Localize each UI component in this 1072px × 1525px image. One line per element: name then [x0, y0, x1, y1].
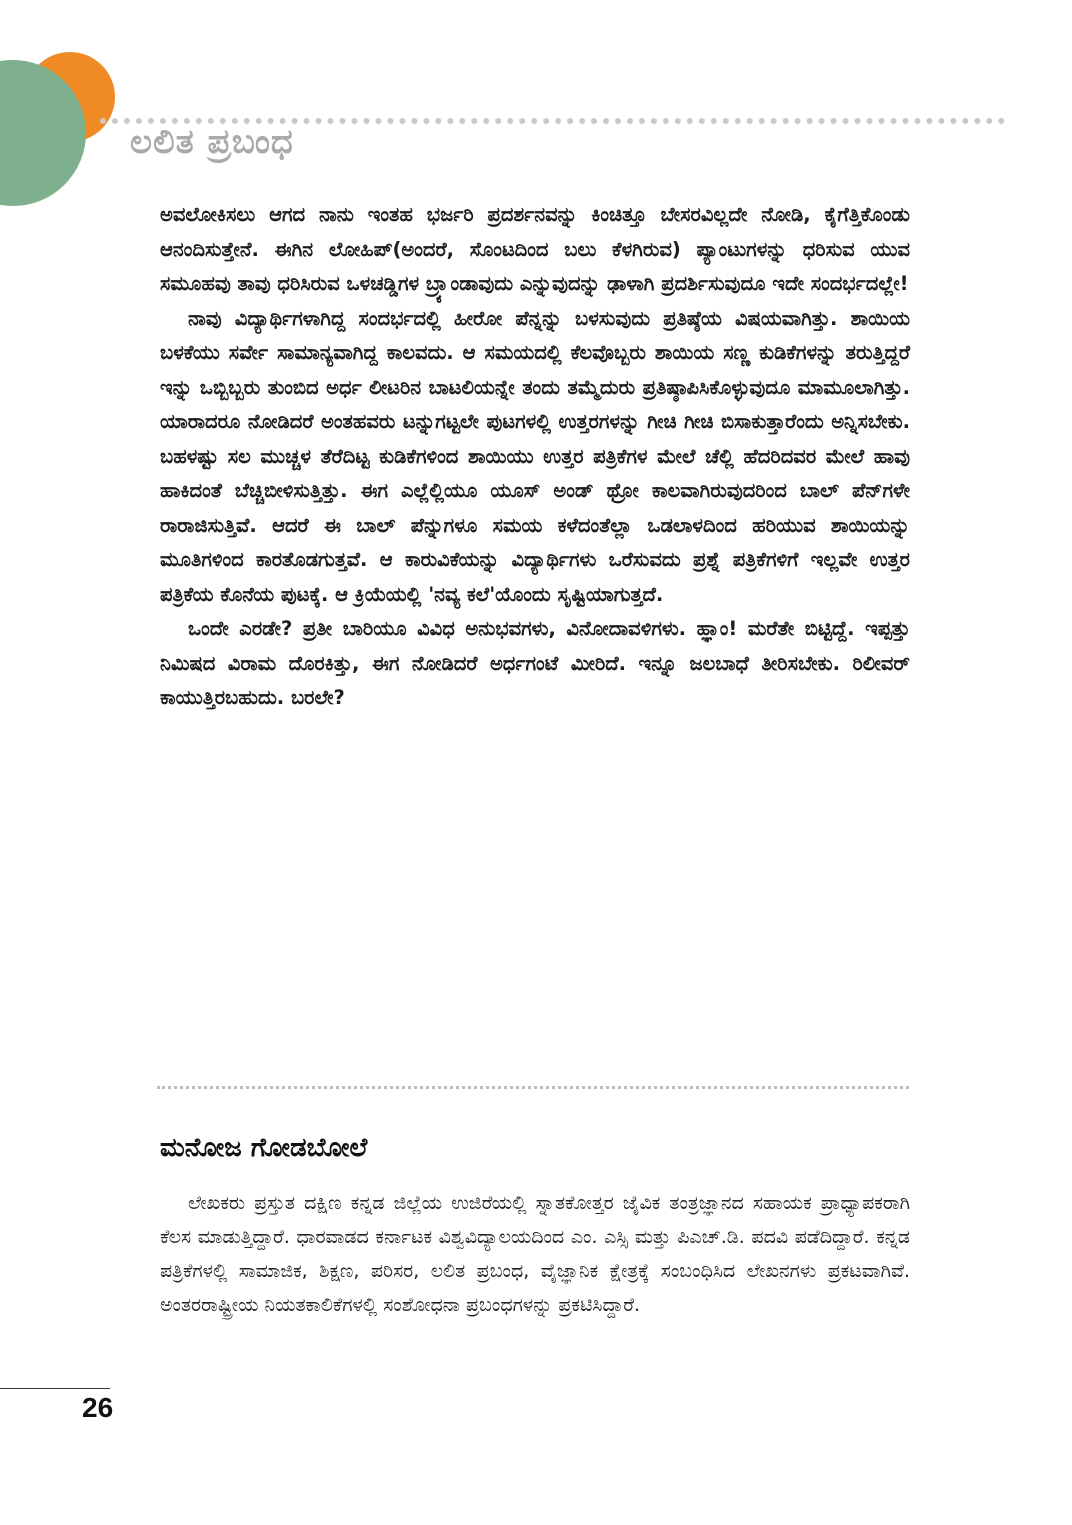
author-name: ಮನೋಜ ಗೋಡಬೋಲೆ	[160, 1133, 368, 1163]
section-title: ಲಲಿತ ಪ್ರಬಂಧ	[130, 122, 294, 162]
author-bio: ಲೇಖಕರು ಪ್ರಸ್ತುತ ದಕ್ಷಿಣ ಕನ್ನಡ ಜಿಲ್ಲೆಯ ಉಜಿರೆಯಲ್ಲಿ ಸ್ನಾತಕೋತ್ತರ ಜೈವಿಕ ತಂತ್ರಜ್ಞಾನದ ಸಹಾಯಕ ಪ್ರಾಧ್ಯಾಪಕರಾಗಿ ಕೆಲಸ ಮಾಡುತ್ತಿದ್ದಾರೆ. ಧಾರವಾಡದ ಕರ್ನಾಟಕ ವಿಶ್ವವಿದ್ಯಾಲಯದಿಂದ ಎಂ. ಎಸ್ಸಿ ಮತ್ತು ಪಿಎಚ್.ಡಿ. ಪದವಿ ಪಡೆದಿದ್ದಾರೆ. ಕನ್ನಡ ಪತ್ರಿಕೆಗಳಲ್ಲಿ ಸಾಮಾಜಿಕ, ಶಿಕ್ಷಣ, ಪರಿಸರ, ಲಲಿತ ಪ್ರಬಂಧ, ವೈಜ್ಞಾನಿಕ ಕ್ಷೇತ್ರಕ್ಕೆ ಸಂಬಂಧಿಸಿದ ಲೇಖನಗಳು ಪ್ರಕಟವಾಗಿವೆ. ಅಂತರರಾಷ್ಟ್ರೀಯ ನಿಯತಕಾಲಿಕೆಗಳಲ್ಲಿ ಸಂಶೋಧನಾ ಪ್ರಬಂಧಗಳನ್ನು ಪ್ರಕಟಿಸಿದ್ದಾರೆ.	[160, 1192, 910, 1316]
article-paragraph: ಅವಲೋಕಿಸಲು ಆಗದ ನಾನು ಇಂತಹ ಭರ್ಜರಿ ಪ್ರದರ್ಶನವನ್ನು ಕಿಂಚಿತ್ತೂ ಬೇಸರವಿಲ್ಲದೇ ನೋಡಿ, ಕೈಗೆತ್ತಿಕೊಂಡು ಆನಂದಿಸುತ್ತೇನೆ. ಈಗಿನ ಲೋಹಿಪ್(ಅಂದರೆ, ಸೊಂಟದಿಂದ ಬಲು ಕೆಳಗಿರುವ) ಪ್ಯಾಂಟುಗಳನ್ನು ಧರಿಸುವ ಯುವ ಸಮೂಹವು ತಾವು ಧರಿಸಿರುವ ಒಳಚಡ್ಡಿಗಳ ಬ್ರ್ಯಾಂಡಾವುದು ಎನ್ನುವುದನ್ನು ಢಾಳಾಗಿ ಪ್ರದರ್ಶಿಸುವುದೂ ಇದೇ ಸಂದರ್ಭದಲ್ಲೇ!	[160, 203, 910, 295]
article-body	[160, 198, 910, 716]
author-section-divider	[157, 1086, 909, 1089]
article-paragraph: ಒಂದೇ ಎರಡೇ? ಪ್ರತೀ ಬಾರಿಯೂ ವಿವಿಧ ಅನುಭವಗಳು, ವಿನೋದಾವಳಿಗಳು. ಹ್ಞಾಂ! ಮರೆತೇ ಬಿಟ್ಟಿದ್ದೆ. ಇಪ್ಪತ್ತು ನಿಮಿಷದ ವಿರಾಮ ದೊರಕಿತ್ತು, ಈಗ ನೋಡಿದರೆ ಅರ್ಧಗಂಟೆ ಮೀರಿದೆ. ಇನ್ನೂ ಜಲಬಾಧೆ ತೀರಿಸಬೇಕು. ರಿಲೀವರ್ ಕಾಯುತ್ತಿರಬಹುದು. ಬರಲೇ?	[160, 617, 910, 709]
page-number-rule	[0, 1388, 110, 1389]
article-paragraph: ನಾವು ವಿದ್ಯಾರ್ಥಿಗಳಾಗಿದ್ದ ಸಂದರ್ಭದಲ್ಲಿ ಹೀರೋ ಪೆನ್ನನ್ನು ಬಳಸುವುದು ಪ್ರತಿಷ್ಠೆಯ ವಿಷಯವಾಗಿತ್ತು. ಶಾಯಿಯ ಬಳಕೆಯು ಸರ್ವೇ ಸಾಮಾನ್ಯವಾಗಿದ್ದ ಕಾಲವದು. ಆ ಸಮಯದಲ್ಲಿ ಕೆಲವೊಬ್ಬರು ಶಾಯಿಯ ಸಣ್ಣ ಕುಡಿಕೆಗಳನ್ನು ತರುತ್ತಿದ್ದರೆ ಇನ್ನು ಒಬ್ಬಿಬ್ಬರು ತುಂಬಿದ ಅರ್ಧ ಲೀಟರಿನ ಬಾಟಲಿಯನ್ನೇ ತಂದು ತಮ್ಮೆದುರು ಪ್ರತಿಷ್ಠಾಪಿಸಿಕೊಳ್ಳುವುದೂ ಮಾಮೂಲಾಗಿತ್ತು. ಯಾರಾದರೂ ನೋಡಿದರೆ ಅಂತಹವರು ಟನ್ನುಗಟ್ಟಲೇ ಪುಟಗಳಲ್ಲಿ ಉತ್ತರಗಳನ್ನು ಗೀಚಿ ಗೀಚಿ ಬಿಸಾಕುತ್ತಾರೆಂದು ಅನ್ನಿಸಬೇಕು. ಬಹಳಷ್ಟು ಸಲ ಮುಚ್ಚಳ ತೆರೆದಿಟ್ಟ ಕುಡಿಕೆಗಳಿಂದ ಶಾಯಿಯು ಉತ್ತರ ಪತ್ರಿಕೆಗಳ ಮೇಲೆ ಚೆಲ್ಲಿ ಹೆದರಿದವರ ಮೇಲೆ ಹಾವು ಹಾಕಿದಂತೆ ಬೆಚ್ಚಿಬೀಳಿಸುತ್ತಿತ್ತು. ಈಗ ಎಲ್ಲೆಲ್ಲಿಯೂ ಯೂಸ್ ಅಂಡ್ ಥ್ರೋ ಕಾಲವಾಗಿರುವುದರಿಂದ ಬಾಲ್ ಪೆನ್‌ಗಳೇ ರಾರಾಜಿಸುತ್ತಿವೆ. ಆದರೆ ಈ ಬಾಲ್ ಪೆನ್ನುಗಳೂ ಸಮಯ ಕಳೆದಂತೆಲ್ಲಾ ಒಡಲಾಳದಿಂದ ಹರಿಯುವ ಶಾಯಿಯನ್ನು ಮೂತಿಗಳಿಂದ ಕಾರತೊಡಗುತ್ತವೆ. ಆ ಕಾರುವಿಕೆಯನ್ನು ವಿದ್ಯಾರ್ಥಿಗಳು ಒರೆಸುವದು ಪ್ರಶ್ನೆ ಪತ್ರಿಕೆಗಳಿಗೆ ಇಲ್ಲವೇ ಉತ್ತರ ಪತ್ರಿಕೆಯ ಕೊನೆಯ ಪುಟಕ್ಕೆ. ಆ ಕ್ರಿಯೆಯಲ್ಲಿ 'ನವ್ಯ ಕಲೆ'ಯೊಂದು ಸೃಷ್ಟಿಯಾಗುತ್ತದೆ.	[160, 306, 910, 606]
page-number: 26	[82, 1392, 114, 1423]
